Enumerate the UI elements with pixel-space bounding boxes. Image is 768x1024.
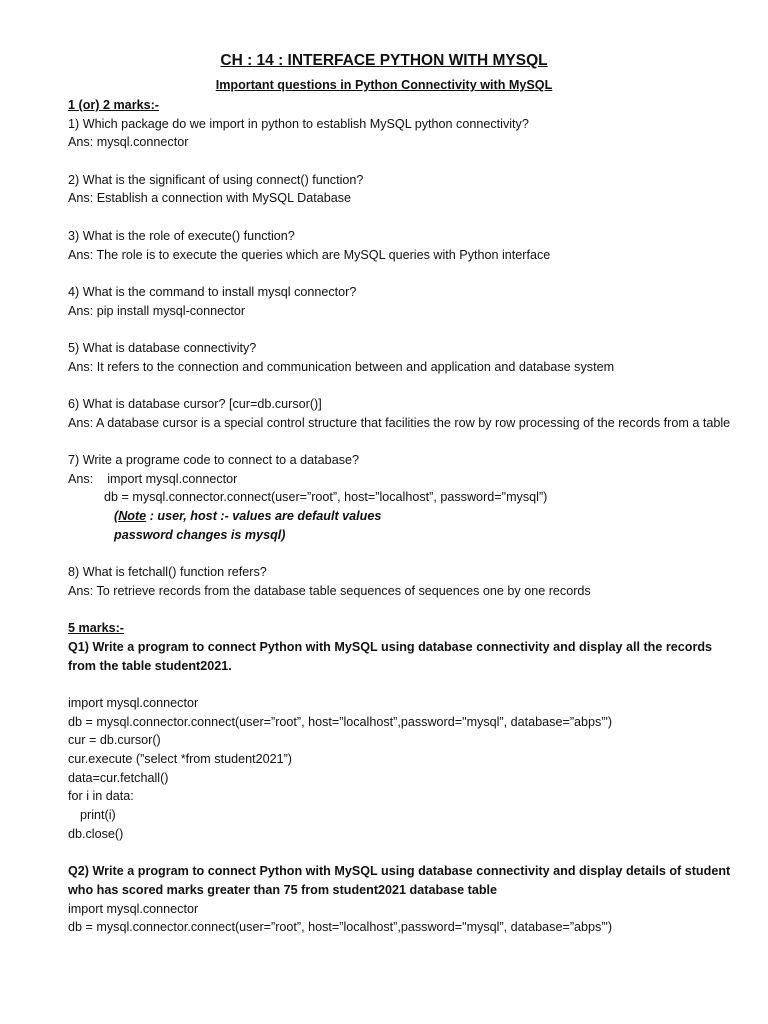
question-7: 7) Write a programe code to connect to a database? — [68, 453, 359, 468]
answer-6: Ans: A database cursor is a special control structure that facilities the row by row processing of the records from a table — [68, 415, 731, 430]
code-line: db = mysql.connector.connect(user=”root”, host=”localhost”,password="mysql”, database=”abps”') — [68, 714, 613, 729]
code-line: import mysql.connector — [68, 696, 199, 711]
question-6: 6) What is database cursor? [cur=db.cursor()] — [68, 397, 322, 411]
answer-7-line-1: Ans: import mysql.connector — [68, 471, 238, 486]
code-line: db = mysql.connector.connect(user=”root”, host=”localhost”,password="mysql”, database=”abps”') — [68, 920, 613, 935]
code-line: db.close() — [68, 826, 124, 841]
question-5: 5) What is database connectivity? — [68, 340, 257, 355]
question-4: 4) What is the command to install mysql connector? — [68, 284, 357, 299]
answer-7-note-line-2: password changes is mysql) — [114, 527, 286, 542]
question-1: 1) Which package do we import in python to establish MySQL python connectivity? — [68, 116, 529, 131]
page-subtitle: Important questions in Python Connectivity with MySQL — [215, 78, 553, 92]
answer-5: Ans: It refers to the connection and communication between and application and database system — [68, 359, 615, 374]
note-label: Note — [118, 509, 147, 524]
code-line: for i in data: — [68, 789, 134, 804]
answer-7-line-2: db = mysql.connector.connect(user=”root”, host=”localhost”, password="mysql”) — [104, 490, 548, 505]
section-heading-short: 1 (or) 2 marks:- — [68, 98, 159, 112]
code-line: import mysql.connector — [68, 901, 199, 916]
program-question-2: Q2) Write a program to connect Python with MySQL using database connectivity and display details of student who has scored marks greater than 75 from student2021 database table — [68, 864, 731, 897]
section-heading-long: 5 marks:- — [68, 621, 125, 636]
answer-8: Ans: To retrieve records from the database table sequences of sequences one by one records — [68, 583, 591, 598]
answer-4: Ans: pip install mysql-connector — [68, 303, 246, 318]
code-line: data=cur.fetchall() — [68, 770, 169, 785]
note-open-paren: ( — [114, 509, 119, 524]
page-title: CH : 14 : INTERFACE PYTHON WITH MYSQL — [220, 52, 548, 69]
answer-3: Ans: The role is to execute the queries which are MySQL queries with Python interface — [68, 247, 551, 262]
question-2: 2) What is the significant of using connect() function? — [68, 172, 364, 187]
answer-1: Ans: mysql.connector — [68, 135, 189, 150]
program-question-1: Q1) Write a program to connect Python with MySQL using database connectivity and display all the records from the table student2021. — [68, 639, 713, 673]
code-line: print(i) — [80, 808, 116, 823]
question-3: 3) What is the role of execute() function? — [68, 228, 295, 243]
code-line: cur = db.cursor() — [68, 733, 161, 748]
note-text: : user, host :- values are default values — [146, 509, 382, 524]
program-2-code — [68, 900, 738, 937]
answer-7-note — [68, 507, 738, 526]
answer-2: Ans: Establish a connection with MySQL Database — [68, 191, 352, 206]
code-line: cur.execute (”select *from student2021”) — [68, 752, 292, 767]
question-8: 8) What is fetchall() function refers? — [68, 565, 267, 580]
document-body — [68, 96, 738, 937]
program-1-code — [68, 694, 738, 844]
